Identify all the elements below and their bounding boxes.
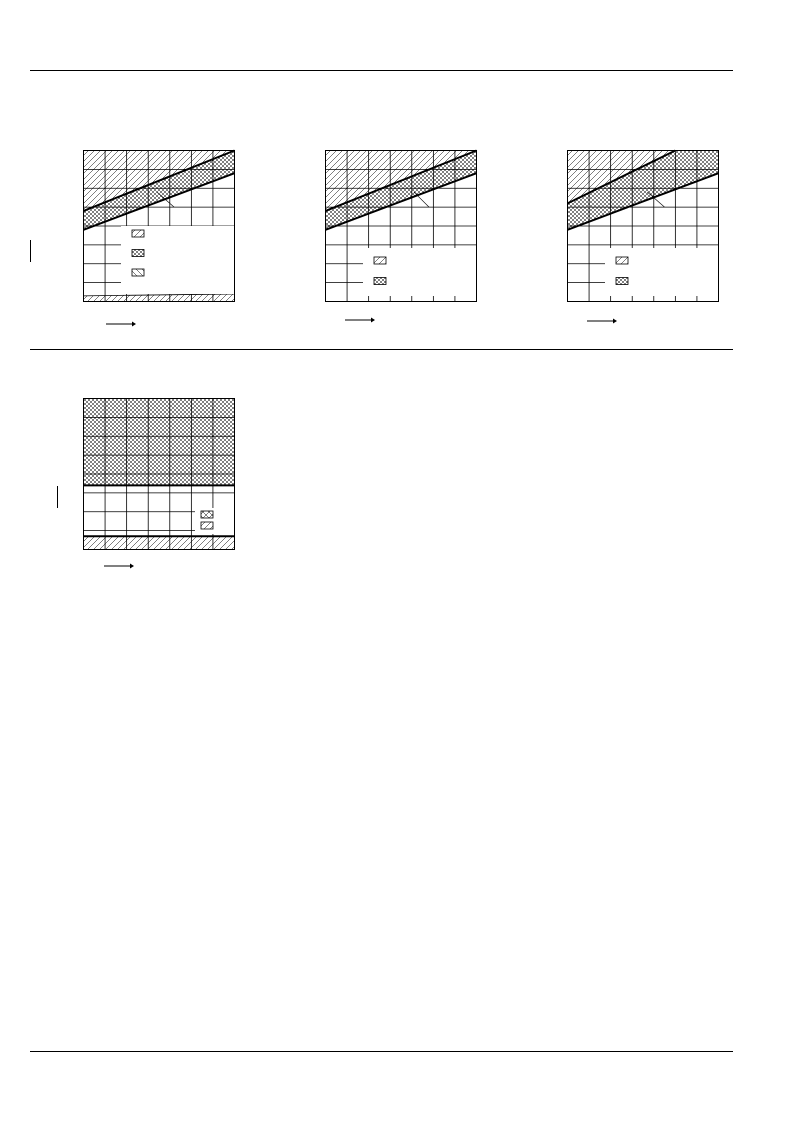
band-2 (84, 536, 235, 549)
legend-swatch-2 (616, 278, 628, 285)
chart-3 (567, 150, 719, 302)
chart-2-x-arrow (345, 316, 375, 324)
chart-1-ylabel-bar (30, 240, 31, 262)
legend-swatch-1 (616, 257, 628, 264)
chart-1 (83, 150, 235, 302)
chart-4-ylabel-bar (57, 486, 58, 508)
top-rule (30, 70, 733, 71)
legend-swatch-3 (132, 269, 144, 276)
chart-4-x-arrow (104, 562, 134, 570)
legend-swatch-2 (132, 250, 144, 257)
band-1 (84, 399, 235, 486)
middle-rule (30, 349, 733, 350)
legend-swatch-1 (374, 257, 386, 264)
chart-3-x-arrow (587, 317, 617, 325)
chart-4 (83, 398, 235, 550)
bottom-rule (30, 1051, 733, 1052)
chart-1-x-arrow (106, 320, 136, 328)
legend-swatch-2 (201, 522, 213, 529)
legend-box (363, 248, 477, 296)
chart-2 (325, 150, 477, 302)
legend-box (605, 248, 719, 296)
legend-swatch-1 (132, 230, 144, 237)
legend-swatch-1 (201, 511, 213, 518)
legend-swatch-2 (374, 278, 386, 285)
